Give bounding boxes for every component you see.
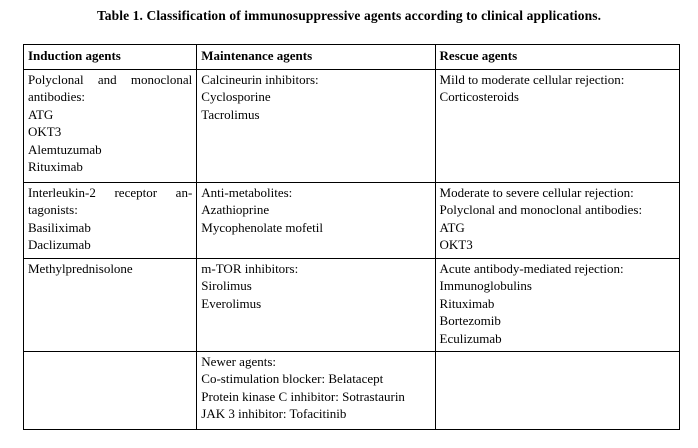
cell-line: Interleukin-2 receptor an- (28, 185, 193, 200)
table-caption: Table 1. Classification of immunosuppressive agents according to clinical applications. (96, 8, 602, 23)
table-row (24, 183, 680, 259)
cell-line: Sirolimus (201, 278, 252, 294)
cell-line: OKT3 (439, 237, 473, 253)
rescue-cell (435, 259, 679, 352)
cell-line: Corticosteroids (439, 89, 519, 105)
induction-cell (24, 259, 197, 352)
cell-line: Rituximab (439, 295, 495, 311)
table-row (24, 259, 680, 352)
cell-line: OKT3 (28, 124, 62, 140)
maintenance-cell (197, 259, 435, 352)
cell-line: tagonists: (28, 202, 78, 218)
cell-line: Methylprednisolone (28, 261, 133, 276)
cell-line: ATG (439, 219, 465, 235)
maintenance-cell (197, 70, 435, 183)
rescue-cell (435, 183, 679, 259)
induction-cell (24, 352, 197, 430)
cell-line: Polyclonal and monoclonal antibodies: (439, 202, 643, 218)
cell-line: Azathioprine (201, 202, 270, 218)
cell-line: Bortezomib (439, 313, 501, 329)
cell-line: Mild to moderate cellular rejection: (439, 72, 625, 87)
maintenance-cell (197, 352, 435, 430)
cell-line: JAK 3 inhibitor: Tofacitinib (201, 406, 347, 422)
cell-line: Calcineurin inhibitors: (201, 72, 319, 87)
cell-line: Eculizumab (439, 330, 502, 346)
header-maintenance-agents: Maintenance agents (197, 45, 435, 70)
rescue-cell (435, 352, 679, 430)
cell-line: Anti-metabolites: (201, 185, 293, 200)
cell-line: Alemtuzumab (28, 141, 102, 157)
header-row (24, 45, 680, 70)
rescue-cell (435, 70, 679, 183)
cell-line: ATG (28, 106, 54, 122)
cell-line: Moderate to severe cellular rejection: (439, 185, 634, 200)
classification-table (23, 44, 680, 430)
table-row (24, 352, 680, 430)
induction-cell (24, 70, 197, 183)
header-rescue-agents: Rescue agents (435, 45, 679, 70)
cell-line: Co-stimulation blocker: Belatacept (201, 371, 384, 387)
cell-line: Cyclosporine (201, 89, 271, 105)
cell-line: Everolimus (201, 295, 262, 311)
cell-line: m-TOR inhibitors: (201, 261, 299, 276)
cell-line: antibodies: (28, 89, 86, 105)
maintenance-cell (197, 183, 435, 259)
cell-line: Tacrolimus (201, 106, 260, 122)
table-row (24, 70, 680, 183)
cell-line: Rituximab (28, 159, 83, 175)
cell-line: Daclizumab (28, 237, 91, 253)
induction-cell (24, 183, 197, 259)
cell-line: Mycophenolate mofetil (201, 219, 323, 235)
cell-line: Polyclonal and monoclonal (28, 72, 193, 87)
cell-line: Newer agents: (201, 354, 276, 369)
cell-line: Immunoglobulins (439, 278, 532, 294)
cell-line: Protein kinase C inhibitor: Sotrastaurin (201, 388, 405, 404)
cell-line: Basiliximab (28, 219, 91, 235)
cell-line: Acute antibody-mediated rejection: (439, 261, 624, 276)
header-induction-agents: Induction agents (24, 45, 197, 70)
